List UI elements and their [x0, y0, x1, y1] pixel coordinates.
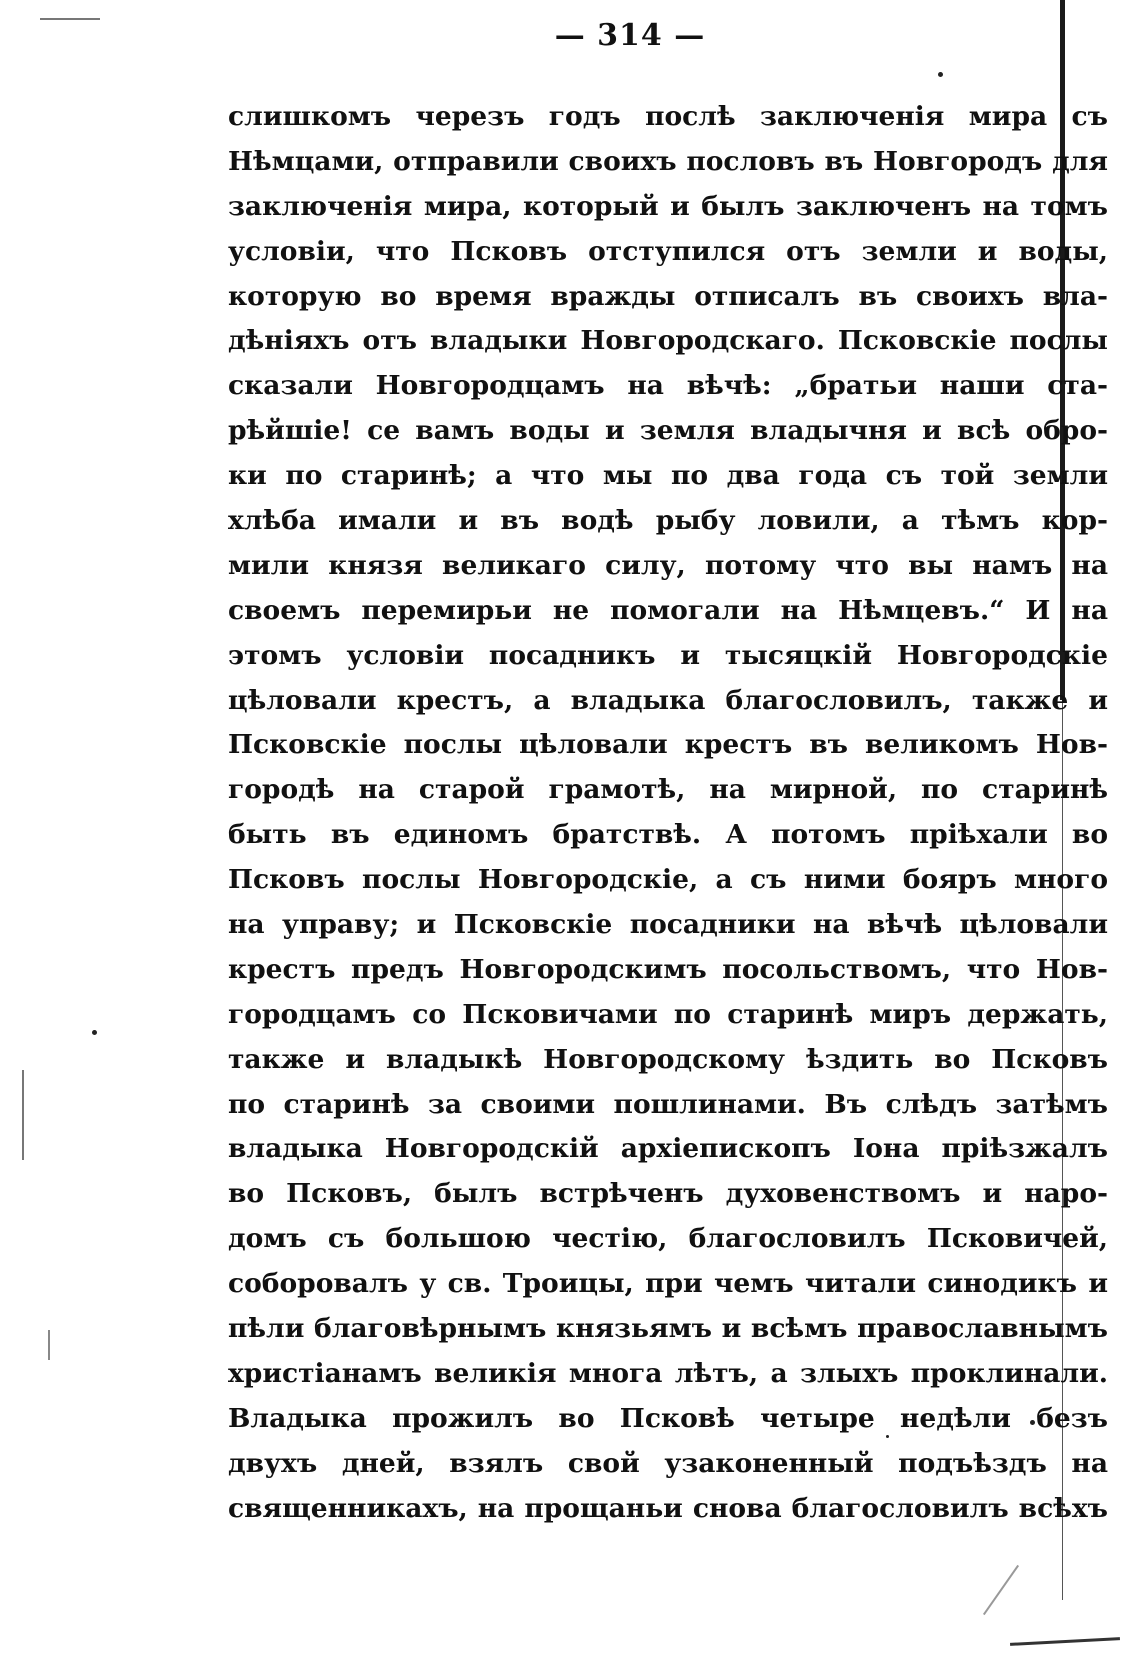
text-line: городѣ на старой грамотѣ, на мирной, по старинѣ — [228, 774, 1108, 806]
text-line: по старинѣ за своими пошлинами. Въ слѣдъ затѣмъ — [228, 1088, 1108, 1120]
text-line: двухъ дней, взялъ свой узаконенный подъѣздъ на — [228, 1447, 1108, 1479]
scan-mark — [1010, 1637, 1120, 1646]
text-line: ки по старинѣ; а что мы по два года съ той земли — [228, 460, 1108, 492]
text-line: быть въ единомъ братствѣ. А потомъ пріѣхали во — [228, 819, 1108, 851]
page-number: — 314 — — [554, 18, 706, 53]
text-line: Псковскіе послы цѣловали крестъ въ великомъ Нов- — [228, 729, 1108, 761]
text-line: христіанамъ великія многа лѣтъ, а злыхъ проклинали. — [228, 1357, 1108, 1389]
text-line: Нѣмцами, отправили своихъ пословъ въ Новгородъ для — [228, 145, 1108, 177]
text-line: священникахъ, на прощаньи снова благословилъ всѣхъ — [228, 1492, 1108, 1524]
scan-speck — [938, 72, 943, 77]
text-line: пѣли благовѣрнымъ князьямъ и всѣмъ православнымъ — [228, 1313, 1108, 1345]
text-line: этомъ условіи посадникъ и тысяцкій Новгородскіе — [228, 639, 1108, 671]
scan-mark — [48, 1330, 50, 1360]
text-line: своемъ перемирьи не помогали на Нѣмцевъ.“ И на — [228, 594, 1108, 626]
text-line: которую во время вражды отписалъ въ своихъ вла- — [228, 280, 1108, 312]
text-line: сказали Новгородцамъ на вѣчѣ: „братьи наши ста- — [228, 370, 1108, 402]
text-line: соборовалъ у св. Троицы, при чемъ читали синодикъ и — [228, 1268, 1108, 1300]
scan-mark — [983, 1565, 1019, 1615]
text-line: на управу; и Псковскіе посадники на вѣчѣ цѣловали — [228, 909, 1108, 941]
text-line: домъ съ большою честію, благословилъ Псковичей, — [228, 1223, 1108, 1255]
text-line: крестъ предъ Новгородскимъ посольствомъ, что Нов- — [228, 953, 1108, 985]
scan-mark — [22, 1070, 24, 1160]
text-line: заключенія мира, который и былъ заключенъ на томъ — [228, 190, 1108, 222]
text-line: дѣніяхъ отъ владыки Новгородскаго. Псковскіе послы — [228, 325, 1108, 357]
body-text — [228, 95, 1108, 1532]
text-line: цѣловали крестъ, а владыка благословилъ, также и — [228, 684, 1108, 716]
text-line: во Псковъ, былъ встрѣченъ духовенствомъ и наро- — [228, 1178, 1108, 1210]
text-line: также и владыкѣ Новгородскому ѣздить во Псковъ — [228, 1043, 1108, 1075]
text-line: рѣйшіе! се вамъ воды и земля владычня и всѣ обро- — [228, 415, 1108, 447]
text-line: слишкомъ черезъ годъ послѣ заключенія мира съ — [228, 101, 1108, 132]
text-line: мили князя великаго силу, потому что вы намъ на — [228, 549, 1108, 581]
text-line: условіи, что Псковъ отступился отъ земли и воды, — [228, 235, 1108, 267]
text-line: владыка Новгородскій архіепископъ Іона пріѣзжалъ — [228, 1133, 1108, 1165]
text-line: Псковъ послы Новгородскіе, а съ ними бояръ много — [228, 864, 1108, 896]
text-line: хлѣба имали и въ водѣ рыбу ловили, а тѣмъ кор- — [228, 505, 1108, 537]
text-line: Владыка прожилъ во Псковѣ четыре недѣли безъ — [228, 1402, 1108, 1434]
text-line: городцамъ со Псковичами по старинѣ миръ держать, — [228, 998, 1108, 1030]
scan-speck — [92, 1030, 97, 1035]
